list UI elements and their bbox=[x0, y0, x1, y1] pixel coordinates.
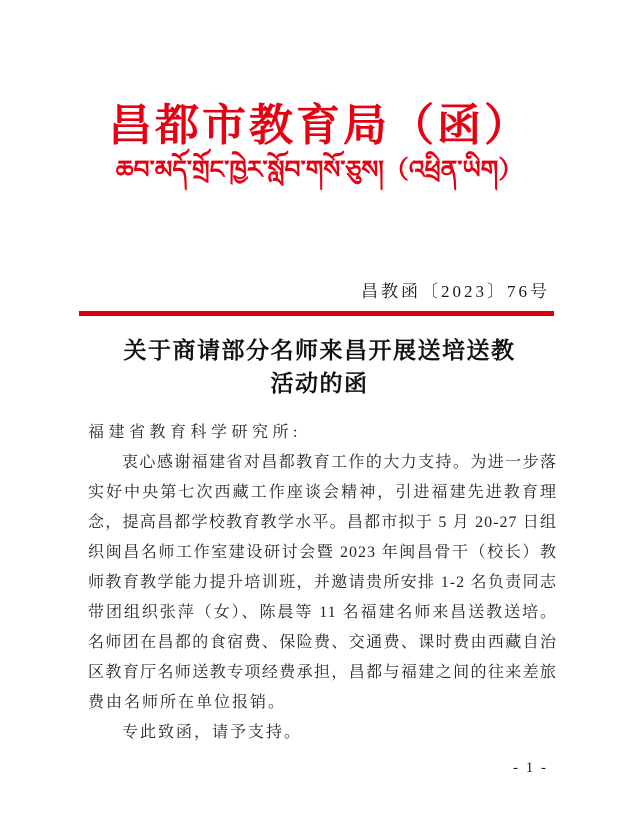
org-title-tibetan: ཆབ་མདོ་གྲོང་ཁྱེར་སློབ་གསོ་ཅུས།（འཕྲིན་ཡིག） bbox=[115, 157, 524, 184]
body-text bbox=[88, 418, 557, 748]
body-text-line: 福建省教育科学研究所: bbox=[88, 424, 302, 441]
body-text-line: 区教育厅名师送教专项经费承担，昌都与福建之间的往来差旅 bbox=[88, 664, 557, 681]
page-number-value: - 1 - bbox=[513, 760, 548, 776]
body-text-line: 师教育教学能力提升培训班，并邀请贵所安排 1-2 名负责同志 bbox=[88, 574, 557, 591]
page-number bbox=[0, 757, 639, 779]
body-text-line: 织闽昌名师工作室建设研讨会暨 2023 年闽昌骨干（校长）教 bbox=[88, 544, 557, 561]
subject-title-line2: 活动的函 bbox=[270, 371, 369, 396]
body-text-line: 念，提高昌都学校教育教学水平。昌都市拟于 5 月 20-27 日组 bbox=[88, 514, 557, 531]
body-text-line: 带团组织张萍（女）、陈晨等 11 名福建名师来昌送教送培。 bbox=[88, 604, 557, 621]
document-number-row bbox=[0, 279, 639, 305]
body-text-line: 专此致函，请予支持。 bbox=[122, 724, 303, 741]
body-text-line: 费由名师所在单位报销。 bbox=[88, 694, 287, 711]
subject-title-line1: 关于商请部分名师来昌开展送培送教 bbox=[123, 338, 516, 363]
org-title-chinese: 昌都市教育局（函） bbox=[108, 101, 531, 150]
document-number: 昌教函〔2023〕76号 bbox=[361, 282, 550, 301]
body-text-line: 衷心感谢福建省对昌都教育工作的大力支持。为进一步落 bbox=[122, 454, 557, 471]
subject-title bbox=[0, 334, 639, 400]
letterhead bbox=[0, 0, 639, 191]
red-divider-line bbox=[79, 311, 554, 316]
body-text-line: 实好中央第七次西藏工作座谈会精神，引进福建先进教育理 bbox=[88, 484, 557, 501]
body-text-line: 名师团在昌都的食宿费、保险费、交通费、课时费由西藏自治 bbox=[88, 634, 557, 651]
